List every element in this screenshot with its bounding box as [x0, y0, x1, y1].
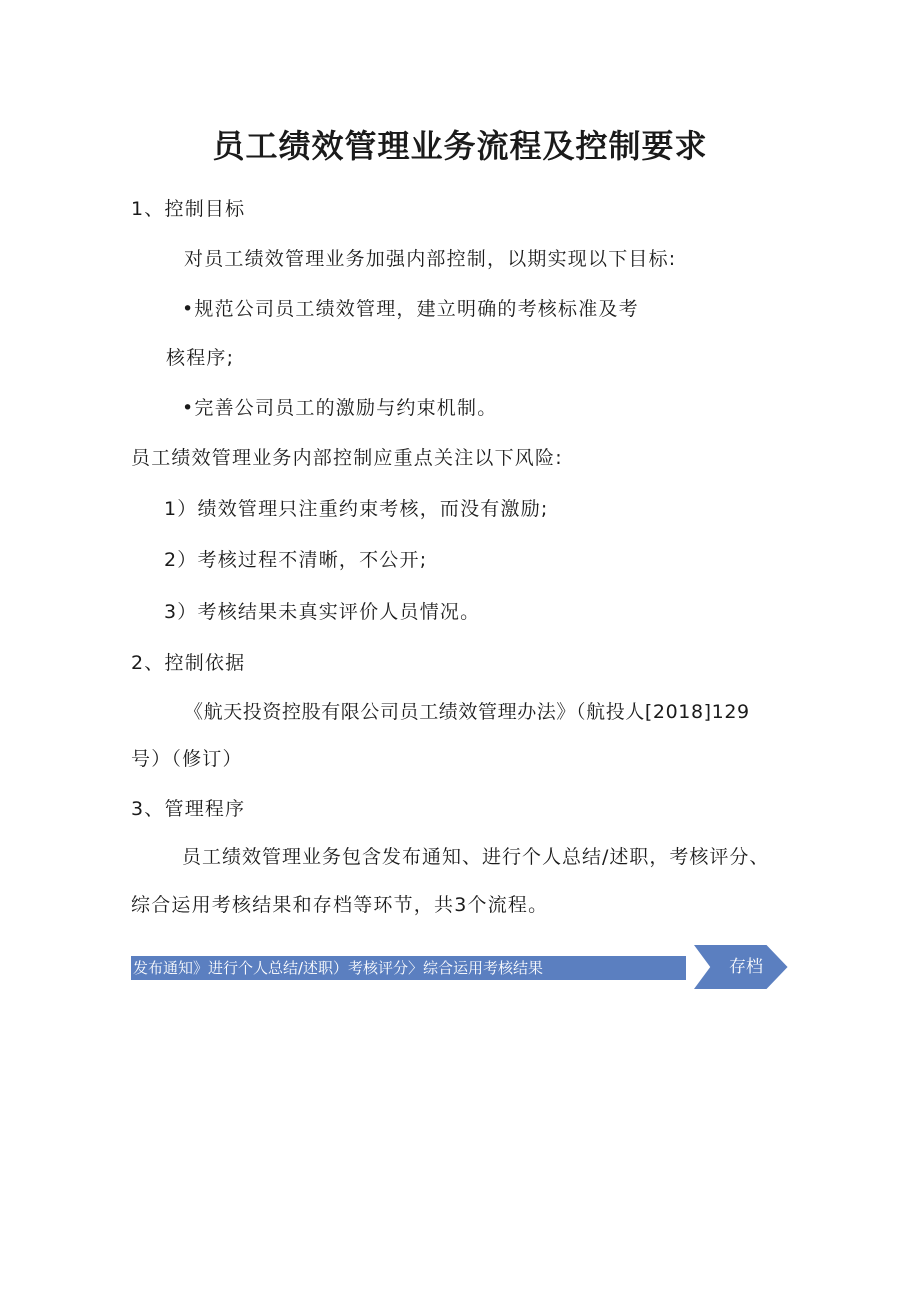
section-1-intro: 对员工绩效管理业务加强内部控制，以期实现以下目标: [184, 248, 677, 270]
risk-item-1: 1）绩效管理只注重约束考核，而没有激励; [164, 498, 549, 520]
basis-line-1: 《航天投资控股有限公司员工绩效管理办法》（航投人[2018]129 [184, 701, 750, 723]
objective-1-line-1: •规范公司员工绩效管理，建立明确的考核标准及考 [182, 298, 639, 320]
procedure-line-2: 综合运用考核结果和存档等环节，共3个流程。 [131, 894, 549, 916]
risk-item-3: 3）考核结果未真实评价人员情况。 [164, 601, 481, 623]
procedure-line-1: 员工绩效管理业务包含发布通知、进行个人总结/述职，考核评分、 [182, 846, 770, 868]
objective-1-line-2: 核程序; [166, 347, 235, 369]
archive-step-label: 存档 [729, 957, 763, 977]
objective-2: •完善公司员工的激励与约束机制。 [182, 397, 498, 419]
section-3-heading: 3、管理程序 [131, 798, 246, 820]
risk-item-2: 2）考核过程不清晰，不公开; [164, 549, 428, 571]
risk-intro: 员工绩效管理业务内部控制应重点关注以下风险: [131, 447, 563, 469]
page-title: 员工绩效管理业务流程及控制要求 [212, 127, 708, 165]
process-flow-bar: 发布通知》进行个人总结/述职）考核评分〉综合运用考核结果 [131, 956, 686, 980]
basis-line-2: 号）（修订） [131, 748, 243, 770]
section-2-heading: 2、控制依据 [131, 652, 246, 674]
section-1-heading: 1、控制目标 [131, 198, 246, 220]
